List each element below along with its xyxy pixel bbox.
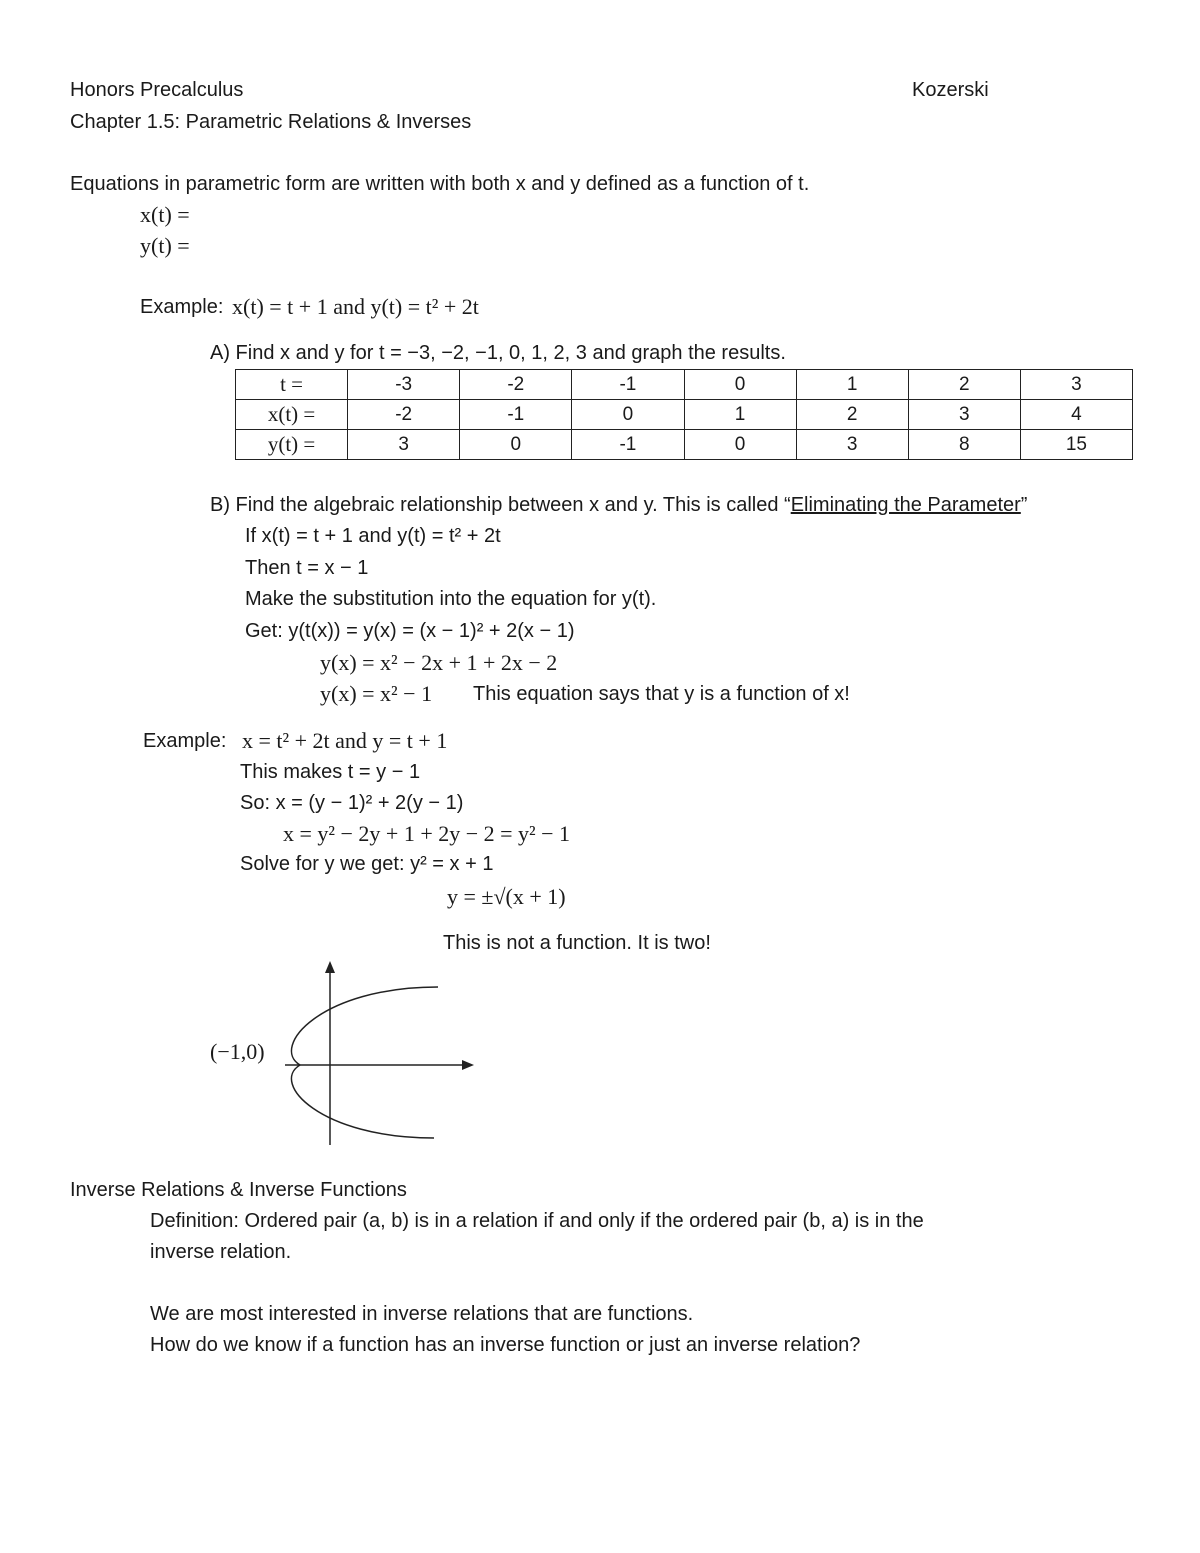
table-cell: 0 — [684, 430, 796, 460]
y-definition: y(t) = — [140, 233, 190, 258]
part-b-prompt-end: ” — [1020, 494, 1028, 516]
table-cell: 3 — [1020, 370, 1132, 400]
chapter-title: Chapter 1.5: Parametric Relations & Inverses — [70, 111, 472, 133]
x-definition: x(t) = — [140, 202, 190, 227]
parabola-curve — [291, 987, 438, 1138]
table-row — [236, 400, 1133, 430]
part-b-line-1: If x(t) = t + 1 and y(t) = t² + 2t — [245, 525, 501, 547]
definition-line-1: Definition: Ordered pair (a, b) is in a relation if and only if the ordered pair (b, a) is in the — [150, 1210, 924, 1232]
example2-label: Example: — [143, 730, 227, 752]
table-cell: -2 — [348, 400, 460, 430]
table-cell: -2 — [460, 370, 572, 400]
part-b-expand-1: y(x) = x² − 2x + 1 + 2x − 2 — [320, 650, 558, 675]
table-cell: -3 — [348, 370, 460, 400]
inverse-question: How do we know if a function has an inverse function or just an inverse relation? — [150, 1334, 861, 1356]
table-cell: 8 — [908, 430, 1020, 460]
example2-note: This is not a function. It is two! — [443, 932, 711, 954]
part-b-conclusion: This equation says that y is a function of x! — [473, 683, 850, 705]
table-cell: 0 — [572, 400, 684, 430]
table-cell: 1 — [684, 400, 796, 430]
table-cell: 3 — [796, 430, 908, 460]
part-b-line-3: Make the substitution into the equation for y(t). — [245, 588, 657, 610]
table-row — [236, 370, 1133, 400]
example1-equation: x(t) = t + 1 and y(t) = t² + 2t — [232, 294, 479, 319]
example2-line-5: y = ±√(x + 1) — [447, 884, 566, 909]
example2-equation: x = t² + 2t and y = t + 1 — [242, 728, 448, 753]
example2-line-3: x = y² − 2y + 1 + 2y − 2 = y² − 1 — [283, 821, 571, 846]
table-cell: -1 — [460, 400, 572, 430]
table-cell: 3 — [908, 400, 1020, 430]
values-table — [235, 369, 1133, 460]
inverse-heading: Inverse Relations & Inverse Functions — [70, 1179, 407, 1201]
table-cell: 3 — [348, 430, 460, 460]
table-cell: 1 — [796, 370, 908, 400]
y-axis-arrow-icon — [325, 961, 335, 973]
part-b-line-2: Then t = x − 1 — [245, 557, 369, 579]
example2-line-2: So: x = (y − 1)² + 2(y − 1) — [240, 792, 464, 814]
table-cell: 2 — [796, 400, 908, 430]
part-b-prompt-lead: B) Find the algebraic relationship between x and y. This is called “ — [210, 494, 791, 516]
table-cell: 0 — [684, 370, 796, 400]
table-row — [236, 430, 1133, 460]
example2-line-4: Solve for y we get: y² = x + 1 — [240, 853, 494, 875]
table-cell: 2 — [908, 370, 1020, 400]
table-cell: x(t) = — [236, 400, 348, 430]
example2-line-1: This makes t = y − 1 — [240, 761, 421, 783]
part-a-prompt: A) Find x and y for t = −3, −2, −1, 0, 1, 2, 3 and graph the results. — [210, 342, 786, 364]
vertex-label: (−1,0) — [210, 1039, 265, 1064]
table-cell: -1 — [572, 370, 684, 400]
definition-line-2: inverse relation. — [150, 1241, 292, 1263]
example1-label: Example: — [140, 296, 224, 318]
author-name: Kozerski — [912, 79, 989, 101]
x-axis-arrow-icon — [462, 1060, 474, 1070]
table-cell: y(t) = — [236, 430, 348, 460]
table-cell: -1 — [572, 430, 684, 460]
intro-sentence: Equations in parametric form are written with both x and y defined as a function of t. — [70, 173, 810, 195]
part-b-expand-2: y(x) = x² − 1 — [320, 681, 433, 706]
table-cell: 0 — [460, 430, 572, 460]
course-title: Honors Precalculus — [70, 79, 244, 101]
table-cell: 15 — [1020, 430, 1132, 460]
interest-sentence: We are most interested in inverse relations that are functions. — [150, 1303, 694, 1325]
table-cell: t = — [236, 370, 348, 400]
table-cell: 4 — [1020, 400, 1132, 430]
eliminating-parameter-term: Eliminating the Parameter — [790, 494, 1021, 516]
part-b-line-4: Get: y(t(x)) = y(x) = (x − 1)² + 2(x − 1) — [245, 620, 575, 642]
part-b-prompt — [210, 493, 1027, 517]
